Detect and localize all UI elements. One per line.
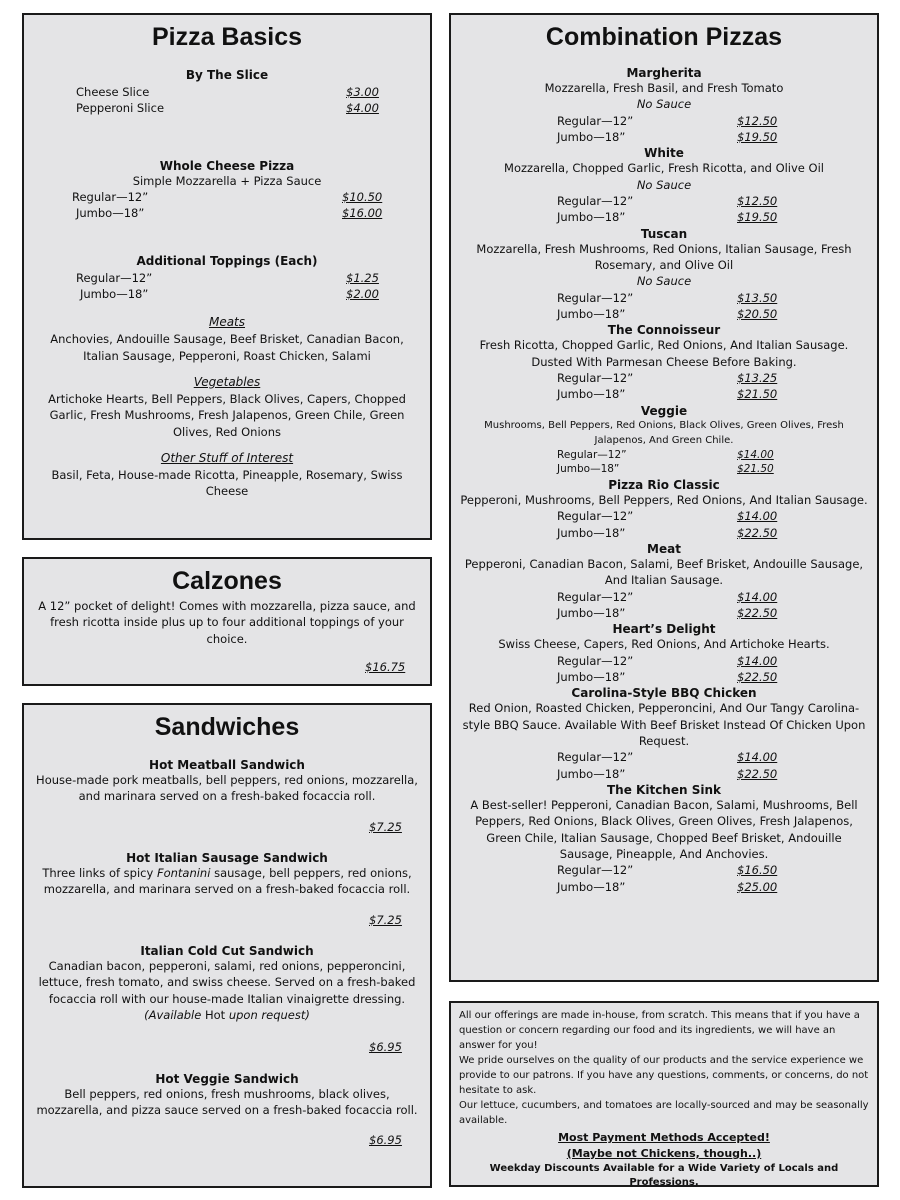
combination-pizzas-title: Combination Pizzas [545,23,783,51]
size-price-row [459,669,869,685]
size-price: $19.50 [737,129,778,144]
sandwich-desc [24,865,430,898]
size-label: Regular—12” [557,589,634,604]
whole-cheese-header: Whole Cheese Pizza [159,158,295,173]
size-label: Jumbo—18” [76,206,145,221]
notes-quality: We pride ourselves on the quality of our products and the service experience we provide to our patrons. If you have any questions, comments, or concerns, do not hesitate to ask. [459,1055,869,1096]
chickens-note: (Maybe not Chickens, though..) [566,1146,762,1160]
sandwich-desc: Canadian bacon, pepperoni, salami, red onions, pepperoncini, lettuce, fresh tomato, and swiss cheese. Served on a fresh-baked focaccia roll with our house-made Italian vinaigrette dressing. [38,958,416,1006]
calzone-price-row [24,659,430,675]
size-price: $22.50 [737,525,778,540]
size-price-row [459,113,869,129]
pizza-name: Veggie [640,403,688,418]
combination-pizzas-panel [449,13,879,982]
size-price-row [459,653,869,669]
pizza-name: Heart’s Delight [612,622,716,637]
other-label: Other Stuff of Interest [160,451,294,465]
pizza-basics-title: Pizza Basics [151,23,303,51]
size-price: $21.50 [737,387,778,402]
size-price-row [459,862,869,878]
size-label: Regular—12” [76,270,153,285]
size-price-row [459,209,869,225]
size-price: $14.00 [737,448,774,461]
sandwich-desc: Bell peppers, red onions, fresh mushrooms, black olives, mozzarella, and pizza sauce served on a fresh-baked focaccia roll. [36,1086,418,1117]
size-label: Jumbo—18” [80,286,149,301]
pizza-name: The Connoisseur [607,323,721,338]
payment-note: Most Payment Methods Accepted! [558,1131,770,1144]
sandwich-price-row [24,1132,430,1148]
size-price: $1.25 [346,270,379,285]
size-price: $19.50 [737,210,778,225]
whole-cheese-desc: Simple Mozzarella + Pizza Sauce [132,173,322,188]
size-label: Jumbo—18” [557,463,620,476]
combination-pizza [459,146,869,225]
size-price-row [459,129,869,145]
size-price: $10.50 [342,189,383,204]
size-price: $13.25 [737,370,778,385]
pizza-desc: Pepperoni, Mushrooms, Bell Peppers, Red Onions, And Italian Sausage. [460,492,868,507]
pizza-note: No Sauce [636,274,692,289]
size-price: $14.00 [737,750,778,765]
size-label: Regular—12” [557,863,634,878]
pizza-basics-panel [22,13,432,540]
vegetables-label: Vegetables [193,374,261,389]
pizza-desc: Fresh Ricotta, Chopped Garlic, Red Onions, And Italian Sausage. Dusted With Parmesan Cheese Before Baking. [479,338,849,369]
price-row [24,286,430,302]
item-name: Cheese Slice [76,85,150,99]
note-hot: Hot [201,1007,229,1022]
notes-panel [449,1001,879,1187]
sandwich-name: Hot Meatball Sandwich [149,758,305,772]
pizza-note: No Sauce [636,177,692,192]
size-price-row [459,462,869,477]
pizza-desc: Swiss Cheese, Capers, Red Onions, And Artichoke Hearts. [498,637,830,652]
size-price-row [459,193,869,209]
size-label: Regular—12” [557,653,634,668]
other-list: Basil, Feta, House-made Ricotta, Pineapple, Rosemary, Swiss Cheese [51,468,403,499]
pizza-desc: Mozzarella, Chopped Garlic, Fresh Ricotta, and Olive Oil [504,161,824,176]
size-price: $14.00 [737,589,778,604]
size-label: Regular—12” [557,193,634,208]
calzones-title: Calzones [172,567,282,595]
pizza-note: No Sauce [636,97,692,112]
calzone-desc: A 12” pocket of delight! Comes with mozzarella, pizza sauce, and fresh ricotta inside plus up to four additional toppings of your choice. [38,599,416,646]
size-label: Jumbo—18” [557,766,626,781]
size-label: Jumbo—18” [557,669,626,684]
meats-label: Meats [208,315,246,330]
size-price: $20.50 [737,306,778,321]
pizza-desc: Mushrooms, Bell Peppers, Red Onions, Black Olives, Green Olives, Fresh Jalapenos, And Green Chile. [484,419,844,446]
price-row [24,84,430,100]
item-price: $3.00 [346,85,379,99]
size-price: $2.00 [346,286,379,301]
size-price-row [459,525,869,541]
pizza-name: White [644,146,684,161]
sandwich-price: $7.25 [369,912,402,927]
by-the-slice-header: By The Slice [185,68,269,82]
combination-pizza [459,404,869,477]
pizza-desc: Mozzarella, Fresh Mushrooms, Red Onions, Italian Sausage, Fresh Rosemary, and Olive Oil [476,241,852,272]
item-name: Pepperoni Slice [76,101,165,116]
size-label: Jumbo—18” [557,210,626,225]
pizza-name: Carolina-Style BBQ Chicken [571,686,757,701]
size-price-row [459,749,869,765]
pizza-desc: Red Onion, Roasted Chicken, Pepperoncini, And Our Tangy Carolina-style BBQ Sauce. Available With Beef Brisket Instead Of Chicken Upon Request. [462,701,866,748]
size-price-row [459,589,869,605]
size-price: $25.00 [737,879,778,894]
pizza-name: Pizza Rio Classic [608,477,720,492]
combination-pizza [459,622,869,685]
size-label: Jumbo—18” [557,129,626,144]
sandwiches-title: Sandwiches [154,713,300,741]
size-price-row [459,766,869,782]
discounts-note: Weekday Discounts Available for a Wide Variety of Locals and Professions. [489,1162,839,1188]
sandwich-price: $7.25 [369,819,402,834]
pizza-name: The Kitchen Sink [607,782,721,797]
vegetables-list: Artichoke Hearts, Bell Peppers, Black Olives, Capers, Chopped Garlic, Fresh Mushrooms, Fresh Jalapenos, Green Chile, Green Olives, Red Onions [48,392,406,439]
size-price-row [459,306,869,322]
pizza-desc: Mozzarella, Fresh Basil, and Fresh Tomato [544,81,784,95]
size-price: $16.00 [342,206,383,221]
sandwich-price-row [24,912,430,928]
size-price: $22.50 [737,669,778,684]
size-label: Jumbo—18” [557,879,626,894]
sandwiches-panel [22,703,432,1188]
sandwich-note [24,1007,430,1023]
sandwich-price: $6.95 [369,1040,402,1055]
size-price-row [459,386,869,402]
size-label: Regular—12” [557,750,634,765]
size-price: $14.00 [737,509,778,524]
sandwich-name: Hot Veggie Sandwich [155,1071,299,1086]
sandwich-price: $6.95 [369,1133,402,1148]
size-label: Jumbo—18” [557,306,626,321]
size-price-row [459,448,869,463]
pizza-name: Margherita [626,66,702,80]
size-price-row [459,605,869,621]
pizza-name: Tuscan [640,226,688,241]
sandwich-name: Hot Italian Sausage Sandwich [126,850,328,865]
brand-name: Fontanini [156,865,211,880]
sandwich-price-row [24,819,430,835]
toppings-header: Additional Toppings (Each) [136,253,318,268]
combination-list [451,66,877,895]
combination-pizza [459,686,869,782]
size-price: $22.50 [737,605,778,620]
pizza-desc: A Best-seller! Pepperoni, Canadian Bacon, Salami, Mushrooms, Bell Peppers, Red Onions, Black Olives, Green Olives, Fresh Jalapenos, Green Chile, Italian Sausage, Chopped Beef Brisket, Andouille Sausage, Pineapple, And Anchovies. [470,797,858,861]
size-price-row [459,508,869,524]
size-label: Regular—12” [557,370,634,385]
size-price-row [459,370,869,386]
notes-from-scratch: All our offerings are made in-house, from scratch. This means that if you have a question or concern regarding our food and its ingredients, we will have an answer for you! [459,1010,860,1051]
meats-list: Anchovies, Andouille Sausage, Beef Brisket, Canadian Bacon, Italian Sausage, Pepperoni, Roast Chicken, Salami [50,332,404,363]
item-price: $4.00 [346,101,379,116]
combination-pizza [459,227,869,323]
size-label: Jumbo—18” [557,605,626,620]
notes-local: Our lettuce, cucumbers, and tomatoes are locally-sourced and may be seasonally available. [459,1100,869,1126]
size-price: $21.50 [737,463,774,476]
size-label: Jumbo—18” [557,387,626,402]
size-price-row [459,290,869,306]
price-row [24,189,430,205]
price-row [24,270,430,286]
size-price: $12.50 [737,113,778,128]
pizza-name: Meat [647,541,681,556]
sandwich-name: Italian Cold Cut Sandwich [140,943,314,958]
combination-pizza [459,66,869,145]
size-label: Regular—12” [557,290,634,305]
size-price: $13.50 [737,290,778,305]
sandwich-desc: House-made pork meatballs, bell peppers, red onions, mozzarella, and marinara served on a fresh-baked focaccia roll. [36,773,418,804]
size-label: Regular—12” [557,448,627,461]
combination-pizza [459,478,869,541]
combination-pizza [459,323,869,402]
desc-text: sausage, bell peppers, red onions, mozzarella, and marinara served on a fresh-baked focaccia roll. [43,865,412,897]
size-label: Regular—12” [557,509,634,524]
note-text: (Available [144,1007,202,1022]
size-label: Jumbo—18” [557,525,626,540]
size-label: Regular—12” [72,189,149,204]
desc-text: Three links of spicy [42,865,157,880]
size-price: $12.50 [737,193,778,208]
price-row [24,100,430,116]
combination-pizza [459,542,869,621]
price-row [24,205,430,221]
size-price-row [459,879,869,895]
sandwich-price-row [24,1039,430,1055]
calzone-price: $16.75 [365,659,406,674]
note-text: upon request) [228,1007,310,1022]
size-label: Regular—12” [557,113,634,128]
pizza-desc: Pepperoni, Canadian Bacon, Salami, Beef Brisket, Andouille Sausage, And Italian Sausage. [464,556,864,588]
size-price: $16.50 [737,863,778,878]
combination-pizza [459,783,869,895]
size-price: $14.00 [737,653,778,668]
size-price: $22.50 [737,766,778,781]
calzones-panel [22,557,432,686]
